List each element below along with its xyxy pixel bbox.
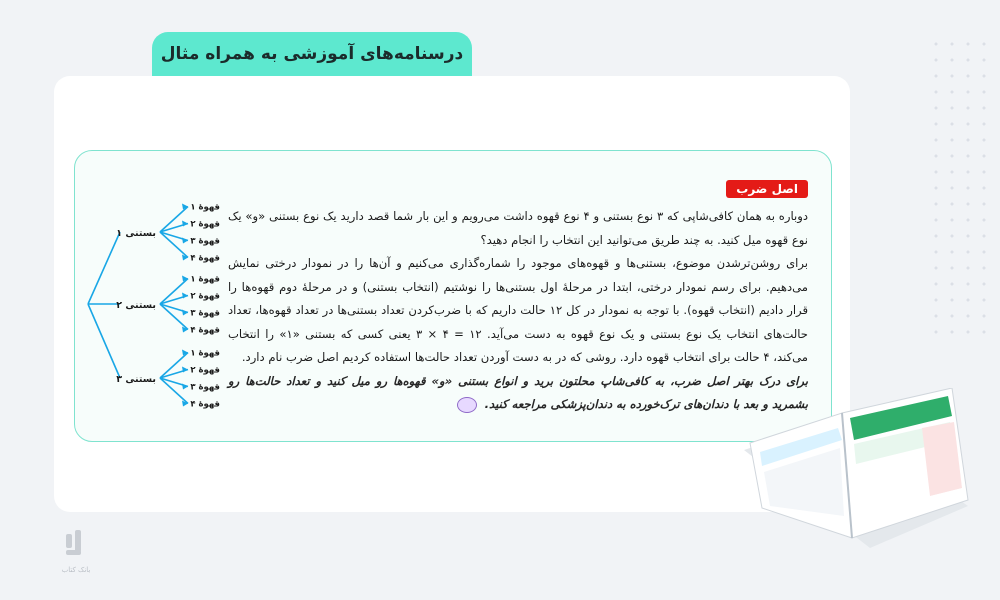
paragraph-explanation: برای روشن‌ترشدن موضوع، بستنی‌ها و قهوه‌های موجود را شماره‌گذاری می‌کنیم و آن‌ها را در نمودار درختی نمایش می‌دهیم. برای رسم نمودار درختی، ابتدا در مرحلهٔ اول بستنی‌ها را نوشتیم (انتخاب بستنی) و در مرحلهٔ دوم قهوه‌ها را قرار دادیم (انتخاب قهوه). با توجه به نمودار در کل ۱۲ حالت داریم که با ضرب‌کردن تعداد بستنی‌ها در تعداد قهوه‌ها، تعداد حالت‌های انتخاب یک نوع بستنی و یک نوع قهوه به دست می‌آید. ۱۲ = ۴ × ۳ یعنی کسی که بستنی «۱» را انتخاب می‌کند، ۴ حالت برای انتخاب قهوه دارد. روشی که در به دست آوردن تعداد حالت‌ها استفاده کردیم اصل ضرب نام دارد. (228, 256, 808, 364)
section-title: درسنامه‌های آموزشی به همراه مثال (160, 44, 464, 64)
topic-badge: اصل ضرب (726, 180, 808, 198)
arrow-head-icon (182, 310, 188, 316)
tree-root-edge (88, 232, 120, 304)
paragraph-question: دوباره به همان کافی‌شاپی که ۳ نوع بستنی و ۴ نوع قهوه داشت می‌رویم و این بار شما قصد دارید یک نوع بستنی «و» یک نوع قهوه میل کنید. به چند طریق می‌توانید این انتخاب را انجام دهید؟ (228, 209, 808, 247)
dot-pattern (928, 36, 992, 336)
tree-leaf-label: قهوهٔ ۱ (190, 274, 220, 285)
arrow-head-icon (182, 384, 188, 390)
tree-leaf-label: قهوهٔ ۴ (190, 325, 220, 336)
tree-leaf-label: قهوهٔ ۲ (190, 365, 220, 376)
tree-branch-label: بستنی ۱ (116, 228, 156, 239)
publisher-logo (56, 528, 96, 578)
arrow-head-icon (182, 238, 188, 244)
tree-root-edge (88, 304, 120, 378)
tree-branch-label: بستنی ۳ (116, 374, 156, 385)
arrow-head-icon (182, 293, 188, 299)
tree-leaf-label: قهوهٔ ۳ (190, 308, 220, 319)
tree-leaf-label: قهوهٔ ۱ (190, 348, 220, 359)
arrow-head-icon (182, 221, 188, 227)
smiley-icon (457, 397, 477, 413)
tree-leaf-label: قهوهٔ ۴ (190, 253, 220, 264)
paragraph-joke: برای درک بهتر اصل ضرب، به کافی‌شاپ محلتون برید و انواع بستنی «و» قهوه‌ها رو میل کنید و تعداد حالت‌ها رو بشمرید و بعد با دندان‌های ترک‌خورده به دندان‌پزشکی مراجعه کنید. (228, 373, 808, 411)
tree-leaf-label: قهوهٔ ۴ (190, 399, 220, 410)
book-illustration (742, 388, 992, 558)
tree-diagram (82, 196, 222, 416)
arrow-head-icon (182, 367, 188, 373)
section-title-tab (152, 32, 472, 76)
tree-leaf-label: قهوهٔ ۲ (190, 291, 220, 302)
tree-leaf-label: قهوهٔ ۱ (190, 202, 220, 213)
tree-leaf-label: قهوهٔ ۳ (190, 382, 220, 393)
logo-text: بانک کتاب (61, 566, 91, 574)
tree-leaf-label: قهوهٔ ۲ (190, 219, 220, 230)
tree-branch-label: بستنی ۲ (116, 300, 156, 311)
tree-leaf-label: قهوهٔ ۳ (190, 236, 220, 247)
paragraph-joke-wrap (228, 370, 808, 417)
lesson-text (228, 205, 808, 417)
